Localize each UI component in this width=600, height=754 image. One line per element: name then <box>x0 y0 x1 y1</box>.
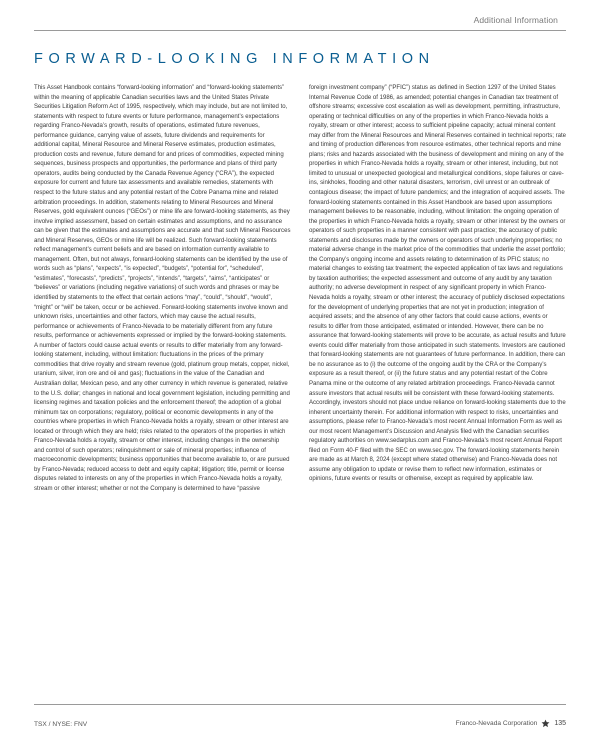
page-title: FORWARD-LOOKING INFORMATION <box>34 51 435 67</box>
footer-right-group <box>456 719 566 728</box>
body-paragraph-right: foreign investment company” (“PFIC”) status as defined in Section 1297 of the United States Internal Revenue Code of 1986, as amended; potential changes in Canadian tax treatment of offshore streams; excessive cost escalation as well as development, permitting, infrastructure, operating or technical difficulties on any of the properties in which Franco-Nevada holds a royalty, stream or other interest; access to sufficient pipeline capacity; actual mineral content may differ from the Mineral Resources and Mineral Reserves contained in technical reports; rate and timing of production differences from resource estimates, other technical reports and mine plans; risks and hazards associated with the business of development and mining on any of the properties in which Franco-Nevada holds a royalty, stream or other interest, including, but not limited to unusual or unexpected geological and metallurgical conditions, slope failures or cave-ins, sinkholes, flooding and other natural disasters, terrorism, civil unrest or an outbreak of contagious disease; the impact of future pandemics; and the integration of acquired assets. The forward-looking statements contained in this Asset Handbook are based upon assumptions management believes to be reasonable, including, without limitation: the ongoing operation of the properties in which Franco-Nevada holds a royalty, stream or other interest by the owners or operators of such properties in a manner consistent with past practice; the accuracy of public statements and disclosures made by the owners or operators of such underlying properties; no material adverse change in the market price of the commodities that underlie the asset portfolio; the Company’s ongoing income and assets relating to determination of its PFIC status; no material changes to existing tax treatment; the expected application of tax laws and regulations by taxation authorities; the expected assessment and outcome of any audit by any taxation authority; no adverse development in respect of any significant property in which Franco-Nevada holds a royalty, stream or other interest; the accuracy of publicly disclosed expectations for the development of underlying properties that are not yet in production; integration of acquired assets; and the absence of any other factors that could cause actions, events or results to differ from those anticipated, estimated or intended. However, there can be no assurance that forward-looking statements will prove to be accurate, as actual results and future events could differ materially from those anticipated in such statements. Investors are cautioned that forward-looking statements are not guarantees of future performance. In addition, there can be no assurance as to (i) the outcome of the ongoing audit by the CRA or the Company’s exposure as a result thereof, or (ii) the future status and any potential restart of the Cobre Panama mine or the outcome of any related arbitration proceedings. Franco-Nevada cannot assure investors that actual results will be consistent with these forward-looking statements. Accordingly, investors should not place undue reliance on forward-looking statements due to the inherent uncertainty therein. For additional information with respect to risks, uncertainties and assumptions, please refer to Franco-Nevada’s most recent Annual Information Form as well as our most recent Management’s Discussion and Analysis filed with the Canadian securities regulatory authorities on www.sedarplus.com and Franco-Nevada’s most recent Annual Report filed on Form 40-F filed with the SEC on www.sec.gov. The forward-looking statements herein are made as at March 8, 2024 (except where stated otherwise) and Franco-Nevada does not assume any obligation to update or revise them to reflect new information, estimates or opinions, future events or results or otherwise, except as required by applicable law. <box>309 85 566 483</box>
footer-divider <box>34 704 566 705</box>
body-paragraph-left: This Asset Handbook contains “forward-looking information” and “forward-looking statements” within the meaning of applicable Canadian securities laws and the United States Private Securities Litigation Reform Act of 1995, respectively, which may include, but are not limited to, statements with respect to future events or future performance, management’s expectations regarding Franco-Nevada’s growth, results of operations, estimated future revenues, performance guidance, carrying value of assets, future dividends and requirements for additional capital, Mineral Resource and Mineral Reserve estimates, production estimates, production costs and revenue, future demand for and prices of commodities, expected mining sequences, business prospects and opportunities, the performance and plans of third party operators, audits being conducted by the Canada Revenue Agency (“CRA”), the expected exposure for current and future tax assessments and available remedies, statements with respect to the future status and any potential restart of the Cobre Panama mine and related arbitration proceedings. In addition, statements relating to Mineral Resources and Mineral Reserves, gold equivalent ounces (“GEOs”) or mine life are forward-looking statements, as they involve implied assessment, based on certain estimates and assumptions, and no assurance can be given that the estimates and assumptions are accurate and that such Mineral Resources and Mineral Reserves, GEOs or mine life will be realized. Such forward-looking statements reflect management’s current beliefs and are based on information currently available to management. Often, but not always, forward-looking statements can be identified by the use of words such as “plans”, “expects”, “is expected”, “budgets”, “potential for”, “scheduled”, “estimates”, “forecasts”, “predicts”, “projects”, “intends”, “targets”, “aims”, “anticipates” or “believes” or variations (including negative variations) of such words and phrases or may be identified by statements to the effect that certain actions “may”, “could”, “should”, “would”, “might” or “will” be taken, occur or be achieved. Forward-looking statements involve known and unknown risks, uncertainties and other factors, which may cause the actual results, performance or achievements of Franco-Nevada to be materially different from any future results, performance or achievements expressed or implied by the forward-looking statements. A number of factors could cause actual events or results to differ materially from any forward-looking statement, including, without limitation: fluctuations in the prices of the primary commodities that drive royalty and stream revenue (gold, platinum group metals, copper, nickel, uranium, silver, iron ore and oil and gas); fluctuations in the value of the Canadian and Australian dollar, Mexican peso, and any other currency in which revenue is generated, relative to the U.S. dollar; changes in national and local government legislation, including permitting and licensing regimes and taxation policies and the enforcement thereof; the adoption of a global minimum tax on corporations; regulatory, political or economic developments in any of the countries where properties in which Franco-Nevada holds a royalty, stream or other interest are located or through which they are held; risks related to the operators of the properties in which Franco-Nevada holds a royalty, stream or other interest, including changes in the ownership and control of such operators; relinquishment or sale of mineral properties; influence of macroeconomic developments; business opportunities that become available to, or are pursued by Franco-Nevada; reduced access to debt and equity capital; litigation; title, permit or license disputes related to interests on any of the properties in which Franco-Nevada holds a royalty, stream or other interest; whether or not the Company is determined to have “passive <box>34 85 291 492</box>
body-column-left <box>34 84 291 495</box>
section-label: Additional Information <box>473 15 558 25</box>
page-number: 135 <box>554 720 566 727</box>
star-icon <box>541 719 550 728</box>
footer-company-name: Franco-Nevada Corporation <box>455 720 538 727</box>
body-column-right <box>309 84 566 495</box>
body-columns <box>34 84 566 495</box>
footer-ticker: TSX / NYSE: FNV <box>34 721 88 728</box>
header-divider <box>34 30 566 31</box>
